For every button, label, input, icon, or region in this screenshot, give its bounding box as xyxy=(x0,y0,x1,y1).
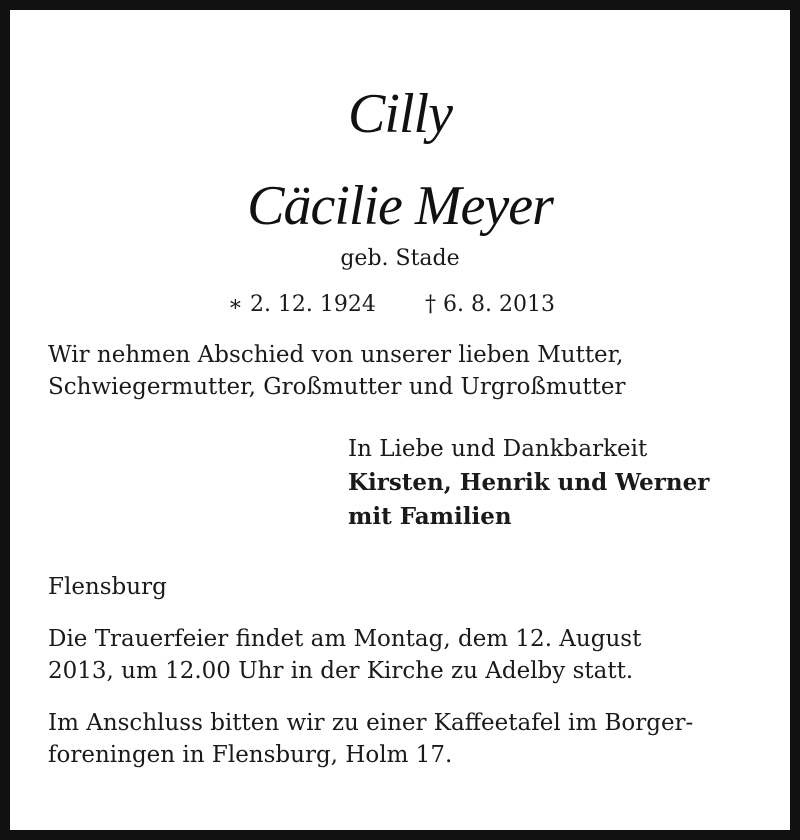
first-name: Cilly xyxy=(348,83,452,145)
farewell-line-1: Wir nehmen Abschied von unserer lieben Mutter, xyxy=(48,342,624,368)
place: Flensburg xyxy=(48,574,167,600)
reception-line-2: foreningen in Flensburg, Holm 17. xyxy=(48,742,453,768)
born-name: geb. Stade xyxy=(340,246,460,271)
service-line-2: 2013, um 12.00 Uhr in der Kirche zu Adelby statt. xyxy=(48,658,634,684)
death-date: † 6. 8. 2013 xyxy=(425,292,555,317)
signature-names: Kirsten, Henrik und Werner xyxy=(348,469,710,496)
birth-date: ∗ 2. 12. 1924 xyxy=(228,292,376,317)
reception-line-1: Im Anschluss bitten wir zu einer Kaffeetafel im Borger- xyxy=(48,710,694,736)
farewell-line-2: Schwiegermutter, Großmutter und Urgroßmutter xyxy=(48,374,626,400)
signature-family: mit Familien xyxy=(348,503,512,530)
service-line-1: Die Trauerfeier findet am Montag, dem 12. August xyxy=(48,626,642,652)
full-name: Cäcilie Meyer xyxy=(247,175,553,237)
signature-intro: In Liebe und Dankbarkeit xyxy=(348,436,648,462)
